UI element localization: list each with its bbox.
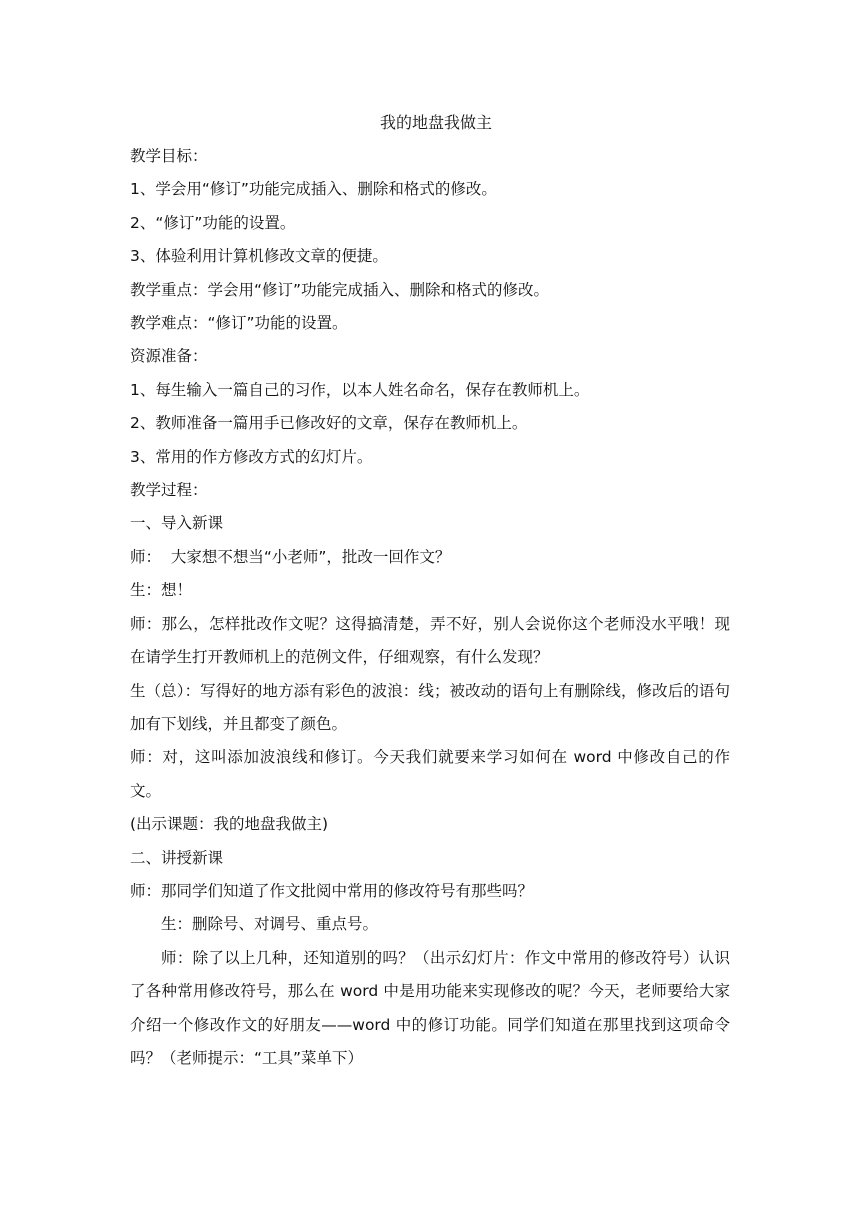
paragraph: 1、学会用“修订”功能完成插入、删除和格式的修改。 bbox=[130, 180, 497, 199]
paragraph: 1、每生输入一篇自己的习作，以本人姓名命名，保存在教师机上。 bbox=[130, 380, 590, 399]
document-title: 我的地盘我做主 bbox=[379, 113, 492, 132]
paragraph: 生（总）：写得好的地方添有彩色的波浪：线；被改动的语句上有删除线，修改后的语句加有下划线，并且都变了颜色。 bbox=[130, 681, 730, 733]
paragraph: 3、体验利用计算机修改文章的便捷。 bbox=[130, 247, 388, 266]
document-page bbox=[130, 106, 730, 1075]
paragraph: 2、教师准备一篇用手已修改好的文章，保存在教师机上。 bbox=[130, 414, 528, 433]
paragraph: 生：想！ bbox=[130, 581, 193, 600]
paragraph: 教学难点：“修订”功能的设置。 bbox=[130, 314, 348, 333]
paragraph: 3、常用的作方修改方式的幻灯片。 bbox=[130, 447, 373, 466]
paragraph: 师：对，这叫添加波浪线和修订。今天我们就要来学习如何在 word 中修改自己的作文。 bbox=[130, 748, 730, 800]
paragraph: 二、讲授新课 bbox=[130, 848, 224, 867]
paragraph: 师：那么，怎样批改作文呢？这得搞清楚，弄不好，别人会说你这个老师没水平哦！现在请学生打开教师机上的范例文件，仔细观察，有什么发现？ bbox=[130, 614, 730, 667]
paragraph: 2、“修订”功能的设置。 bbox=[130, 213, 296, 232]
paragraph: 师：那同学们知道了作文批阅中常用的修改符号有那些吗？ bbox=[130, 881, 534, 900]
paragraph: 教学重点：学会用“修订”功能完成插入、删除和格式的修改。 bbox=[130, 280, 550, 299]
paragraph: 师：除了以上几种，还知道别的吗？（出示幻灯片：作文中常用的修改符号）认识了各种常用修改符号，那么在 word 中是用功能来实现修改的呢？今天，老师要给大家介绍一个修改作文的好朋友——word 中的修订功能。同学们知道在那里找到这项命令吗？（老师提示：“工具”菜单下） bbox=[130, 948, 730, 1067]
paragraph: 教学目标： bbox=[130, 147, 208, 165]
paragraph: 师： 大家想不想当“小老师”，批改一回作文？ bbox=[130, 547, 451, 566]
paragraph: 一、导入新课 bbox=[130, 514, 224, 533]
paragraph: 教学过程： bbox=[130, 481, 208, 500]
paragraph: (出示课题：我的地盘我做主) bbox=[130, 815, 329, 834]
document-body bbox=[130, 140, 730, 1075]
paragraph: 生：删除号、对调号、重点号。 bbox=[161, 915, 379, 934]
paragraph: 资源准备： bbox=[130, 347, 208, 366]
